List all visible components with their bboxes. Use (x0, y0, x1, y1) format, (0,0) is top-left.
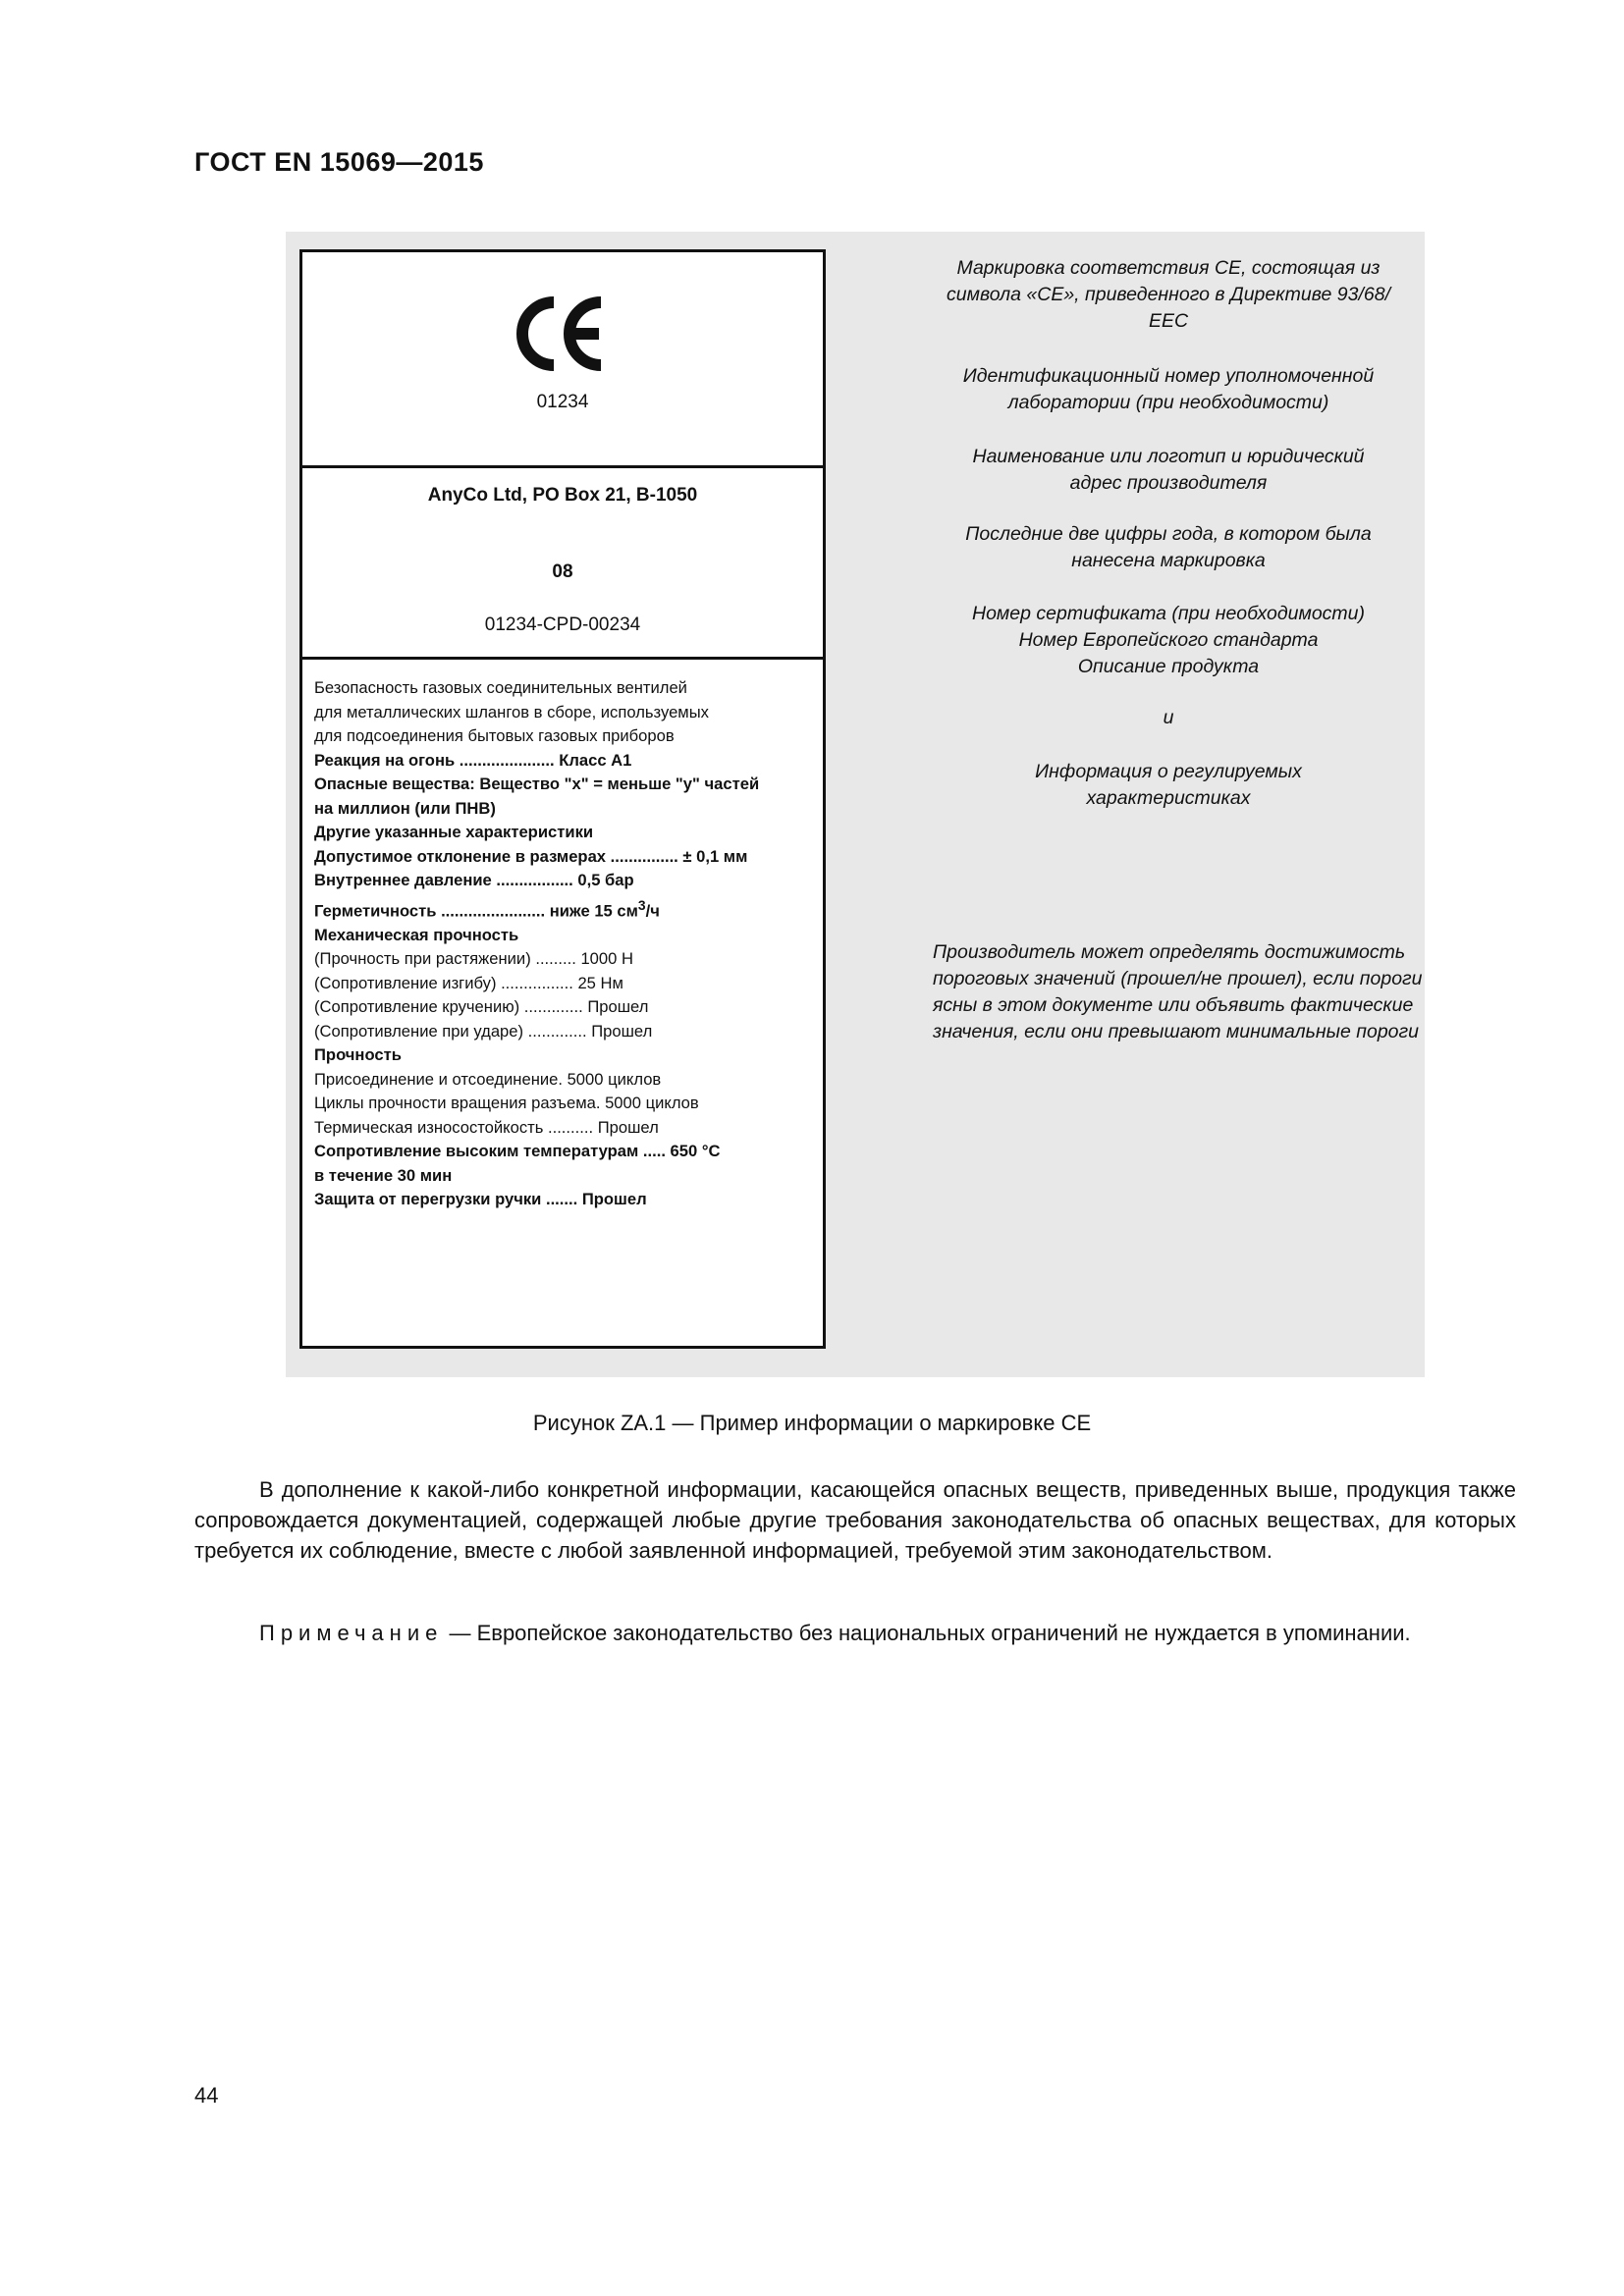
notified-body-number: 01234 (536, 392, 589, 412)
label-section-ce (302, 252, 823, 468)
marking-year: 08 (552, 561, 573, 582)
spec-line: Термическая износостойкость .......... Прошел (314, 1117, 659, 1137)
spec-line-tightness (314, 893, 815, 924)
spec-line: Прочность (314, 1045, 402, 1065)
note-label: Примечание (259, 1621, 444, 1645)
note-and: и (1163, 707, 1174, 728)
note-standard-number: Номер Европейского стандарта (1018, 629, 1319, 651)
spec-line: (Сопротивление при ударе) ............. Прошел (314, 1021, 653, 1041)
spec-line: Опасные вещества: Вещество "х" = меньше "у" частей (314, 774, 760, 793)
spec-line: для металлических шлангов в сборе, используемых (314, 702, 709, 721)
ce-label-box (299, 249, 826, 1349)
body-paragraph (194, 1474, 1516, 1566)
note-lab-id: Идентификационный номер уполномоченной лаборатории (при необходимости) (962, 365, 1375, 413)
spec-line: для подсоединения бытовых газовых приборов (314, 726, 675, 745)
spec-line: Другие указанные характеристики (314, 823, 594, 841)
spec-line: (Сопротивление кручению) ............. Прошел (314, 997, 649, 1017)
note-manufacturer: Наименование или логотип и юридический адрес производителя (972, 446, 1365, 494)
spec-line: Защита от перегрузки ручки ....... Прошел (314, 1190, 647, 1209)
spec-line: Внутреннее давление ................. 0,5 бар (314, 871, 634, 889)
label-section-manufacturer (302, 465, 823, 660)
figure-caption: Рисунок ZA.1 — Пример информации о маркировке СЕ (532, 1411, 1092, 1435)
tightness-unit: /ч (645, 901, 660, 921)
body-paragraph-text: В дополнение к какой-либо конкретной информации, касающейся опасных веществ, приведенных выше, продукция также сопровождается документацией, содержащей любые другие требования законодательства об опасных веществах, для которых требуется их соблюдение, вместе с любой заявленной информацией, требуемой этим законодательством. (194, 1477, 1516, 1563)
note-year: Последние две цифры года, в котором была нанесена маркировка (965, 523, 1372, 571)
spec-line: (Сопротивление изгибу) ................ 25 Нм (314, 973, 623, 992)
note-thresholds: Производитель может определять достижимость пороговых значений (прошел/не прошел), если пороги ясны в этом документе или объявить фактические значения, если они превышают минимальные пороги (933, 941, 1423, 1042)
spec-line: на миллион (или ПНВ) (314, 798, 496, 818)
spec-line: Безопасность газовых соединительных вентилей (314, 678, 687, 697)
spec-list (314, 676, 815, 1212)
document-header: ГОСТ EN 15069—2015 (194, 147, 484, 177)
spec-line: Циклы прочности вращения разъема. 5000 циклов (314, 1094, 699, 1113)
spec-line: Допустимое отклонение в размерах ............... ± 0,1 мм (314, 846, 748, 866)
spec-line: (Прочность при растяжении) ......... 1000 Н (314, 949, 633, 969)
spec-line: Реакция на огонь ..................... Класс А1 (314, 750, 632, 770)
note-ce-marking: Маркировка соответствия СЕ, состоящая из символа «СЕ», приведенного в Директиве 93/68/ЕЕС (947, 257, 1390, 332)
spec-line: Сопротивление высоким температурам ..... 650 °С (314, 1142, 721, 1161)
spec-line: в течение 30 мин (314, 1165, 453, 1185)
note-product-desc: Описание продукта (1077, 656, 1260, 677)
ce-mark-icon (514, 294, 607, 373)
tightness-text: Герметичность ....................... ниже 15 см (314, 901, 638, 921)
manufacturer-address: AnyCo Ltd, PO Box 21, B-1050 (427, 485, 698, 506)
spec-line: Присоединение и отсоединение. 5000 циклов (314, 1069, 662, 1089)
note-paragraph (194, 1618, 1516, 1648)
spec-line: Механическая прочность (314, 925, 519, 944)
certificate-number: 01234-CPD-00234 (484, 614, 641, 635)
note-regulated: Информация о регулируемых характеристиках (1035, 761, 1302, 809)
note-text: — Европейское законодательство без национальных ограничений не нуждается в упоминании. (449, 1621, 1411, 1645)
note-cert-number: Номер сертификата (при необходимости) (971, 603, 1366, 624)
tightness-sup: 3 (637, 896, 646, 913)
page-number: 44 (194, 2083, 219, 2108)
